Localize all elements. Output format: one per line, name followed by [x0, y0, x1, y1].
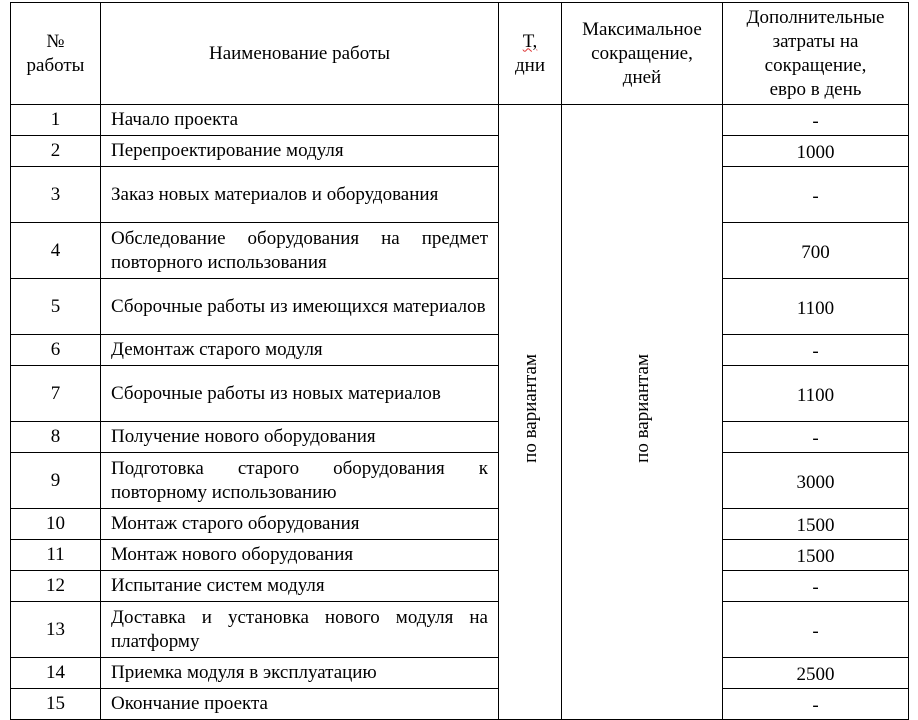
row-num: 3	[11, 167, 101, 223]
row-name: Заказ новых материалов и оборудования	[101, 167, 499, 223]
row-cost: 2500	[723, 658, 909, 689]
table-row	[11, 105, 909, 136]
row-cost: -	[723, 571, 909, 602]
row-name: Окончание проекта	[101, 689, 499, 720]
row-num: 9	[11, 453, 101, 509]
row-name: Демонтаж старого модуля	[101, 335, 499, 366]
row-name: Получение нового оборудования	[101, 422, 499, 453]
row-num: 6	[11, 335, 101, 366]
header-extra-cost: Дополнительные затраты на сокращение, евро в день	[723, 3, 909, 105]
table-row	[11, 136, 909, 167]
max-reduction-vertical-text: по вариантам	[631, 354, 653, 463]
row-num: 10	[11, 509, 101, 540]
table-row	[11, 602, 909, 658]
table-row	[11, 540, 909, 571]
row-name: Приемка модуля в эксплуатацию	[101, 658, 499, 689]
works-table-container	[10, 2, 908, 720]
row-num: 14	[11, 658, 101, 689]
row-cost: -	[723, 335, 909, 366]
row-num: 15	[11, 689, 101, 720]
row-num: 8	[11, 422, 101, 453]
row-cost: -	[723, 105, 909, 136]
row-name: Сборочные работы из новых материалов	[101, 366, 499, 422]
row-cost: -	[723, 167, 909, 223]
row-cost: -	[723, 602, 909, 658]
row-cost: 3000	[723, 453, 909, 509]
row-cost: -	[723, 422, 909, 453]
table-row	[11, 279, 909, 335]
table-row	[11, 167, 909, 223]
row-cost: 1500	[723, 509, 909, 540]
row-cost: 1100	[723, 366, 909, 422]
row-cost: 1500	[723, 540, 909, 571]
row-num: 1	[11, 105, 101, 136]
t-days-merged-cell	[499, 105, 562, 720]
table-row	[11, 335, 909, 366]
header-num: № работы	[11, 3, 101, 105]
row-cost: -	[723, 689, 909, 720]
row-name: Испытание систем модуля	[101, 571, 499, 602]
row-num: 7	[11, 366, 101, 422]
row-num: 13	[11, 602, 101, 658]
works-table	[10, 2, 909, 720]
table-row	[11, 509, 909, 540]
row-num: 2	[11, 136, 101, 167]
table-row	[11, 658, 909, 689]
row-cost: 1000	[723, 136, 909, 167]
table-row	[11, 223, 909, 279]
row-name: Начало проекта	[101, 105, 499, 136]
row-name: Подготовка старого оборудования к повторному использованию	[101, 453, 499, 509]
row-num: 11	[11, 540, 101, 571]
t-days-vertical-text: по вариантам	[519, 354, 541, 463]
row-name: Доставка и установка нового модуля на платформу	[101, 602, 499, 658]
row-num: 4	[11, 223, 101, 279]
row-name: Перепроектирование модуля	[101, 136, 499, 167]
row-num: 12	[11, 571, 101, 602]
table-row	[11, 366, 909, 422]
table-row	[11, 571, 909, 602]
header-t: Т, дни	[499, 3, 562, 105]
row-name: Сборочные работы из имеющихся материалов	[101, 279, 499, 335]
header-max-reduction: Максимальное сокращение, дней	[562, 3, 723, 105]
max-reduction-merged-cell	[562, 105, 723, 720]
table-row	[11, 689, 909, 720]
row-name: Обследование оборудования на предмет повторного использования	[101, 223, 499, 279]
row-num: 5	[11, 279, 101, 335]
table-row	[11, 453, 909, 509]
row-cost: 1100	[723, 279, 909, 335]
table-row	[11, 422, 909, 453]
row-name: Монтаж нового оборудования	[101, 540, 499, 571]
row-cost: 700	[723, 223, 909, 279]
header-row	[11, 3, 909, 105]
header-name: Наименование работы	[101, 3, 499, 105]
row-name: Монтаж старого оборудования	[101, 509, 499, 540]
